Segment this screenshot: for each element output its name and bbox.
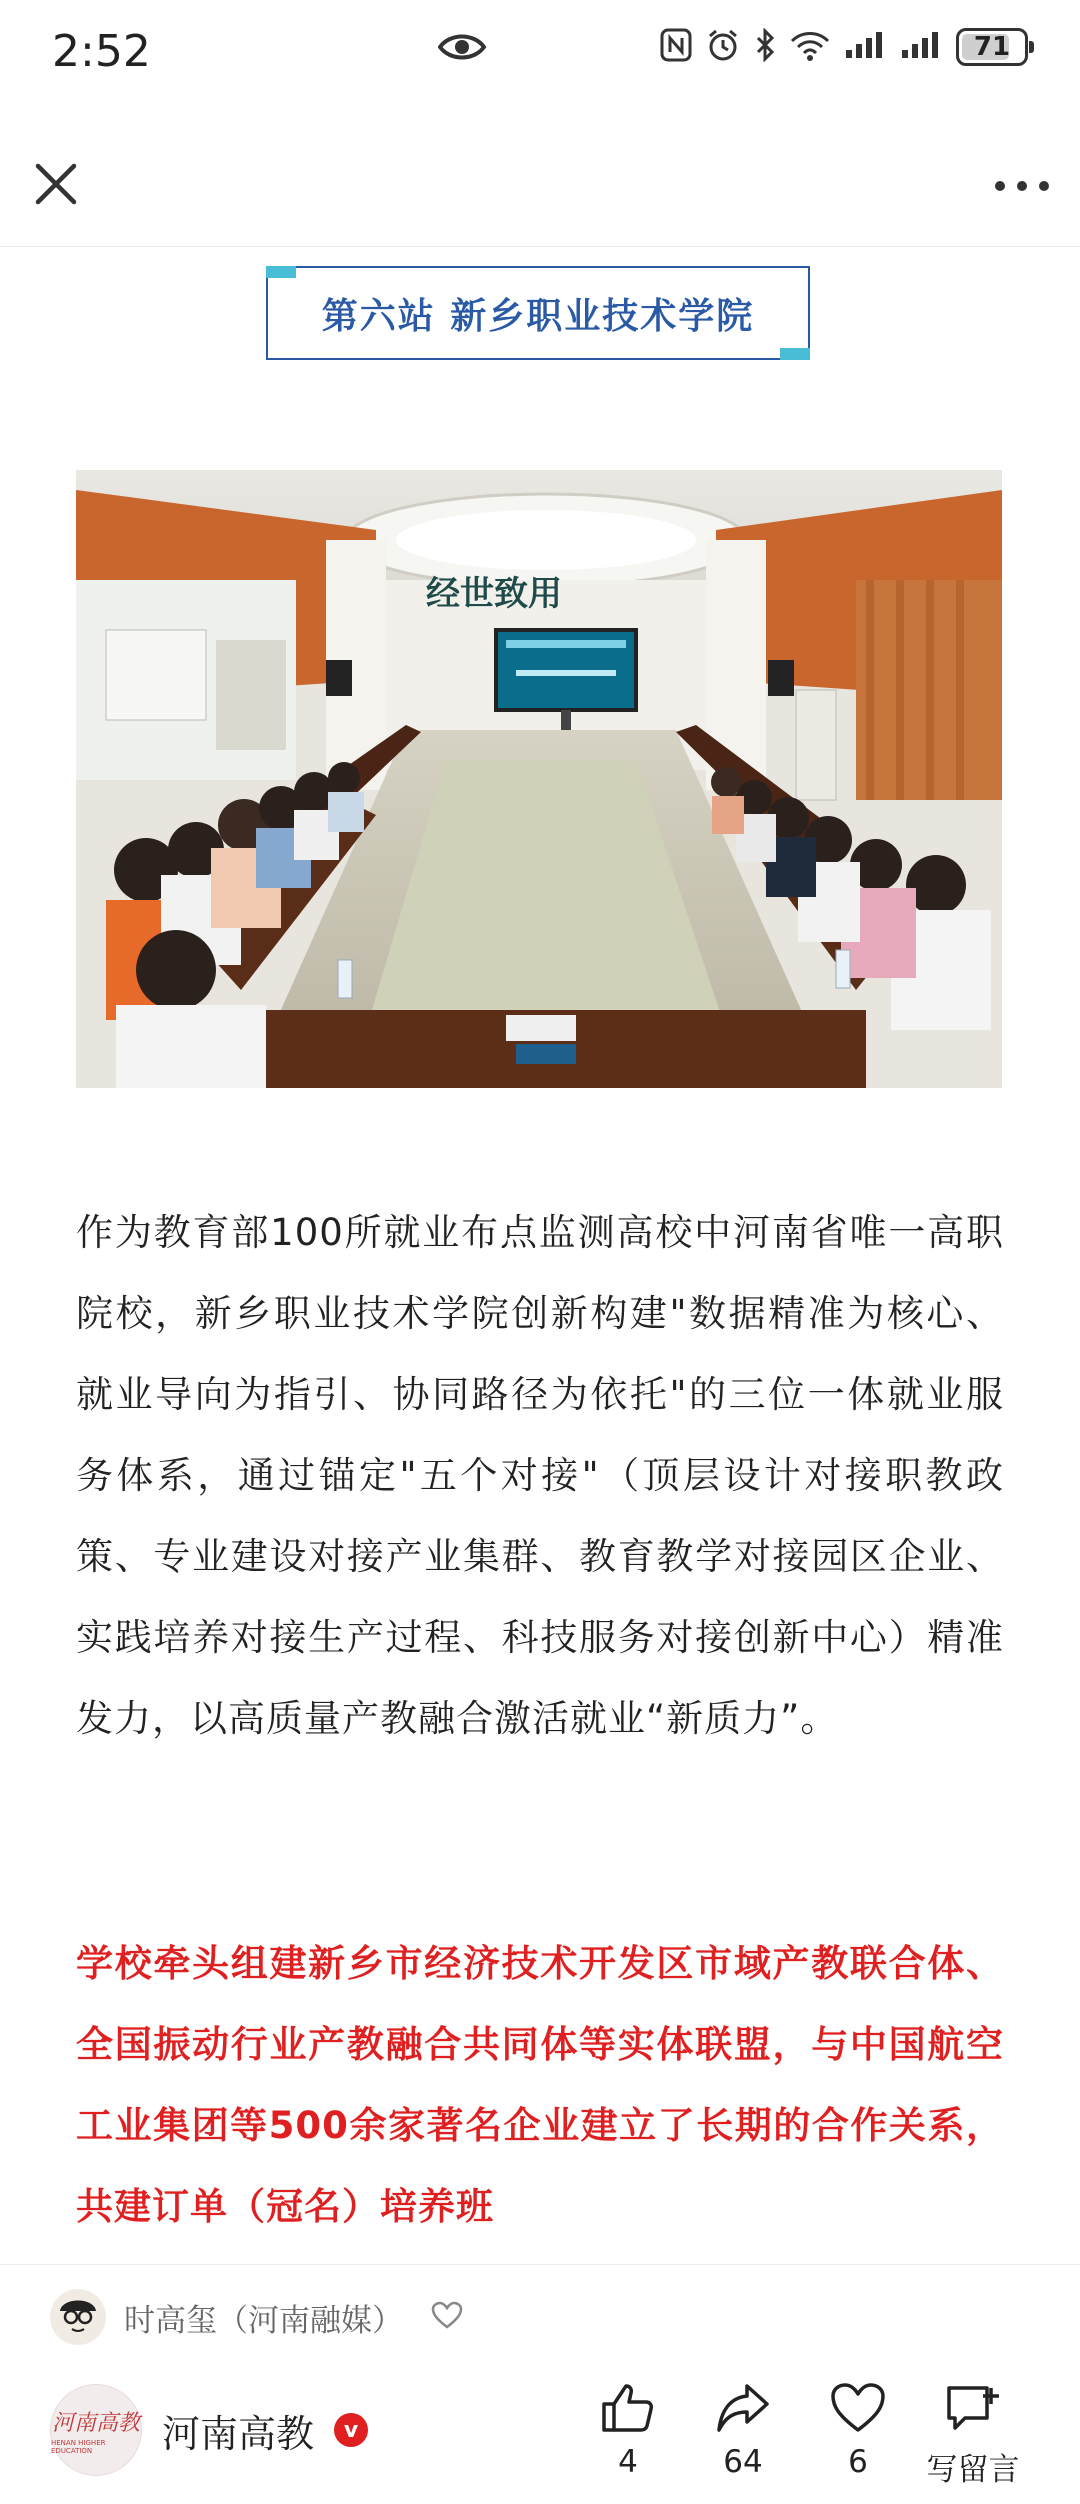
share-icon	[715, 2382, 771, 2434]
status-time: 2:52	[52, 26, 151, 77]
article-paragraph-highlight: 学校牵头组建新乡市经济技术开发区市域产教联合体、全国振动行业产教融合共同体等实体联盟，与中国航空工业集团等500余家著名企业建立了长期的合作关系，共建订单（冠名）培养班	[76, 1942, 1004, 2228]
comment-button[interactable]	[918, 2382, 1028, 2489]
decor-corner	[266, 266, 296, 278]
like-button[interactable]	[573, 2382, 683, 2480]
account-row[interactable]	[50, 2378, 368, 2482]
account-logo-subtext: HENAN HIGHER EDUCATION	[51, 2438, 106, 2455]
account-logo-text: 河南高教	[51, 2410, 140, 2436]
section-title-box	[266, 266, 810, 360]
section-title: 第六站 新乡职业技术学院	[321, 295, 755, 337]
share-button[interactable]	[688, 2382, 798, 2480]
decor-corner	[780, 348, 810, 360]
battery-level: 71	[973, 32, 1011, 62]
heart-outline-icon[interactable]	[431, 2301, 463, 2333]
wall-calligraphy: 经世致用	[426, 574, 562, 614]
close-icon[interactable]	[28, 156, 84, 212]
signal-icon	[844, 30, 886, 64]
account-name[interactable]: 河南高教	[162, 2411, 315, 2456]
nfc-icon	[660, 28, 692, 66]
share-count: 64	[723, 2444, 763, 2480]
status-bar	[0, 0, 1080, 110]
divider	[0, 2264, 1080, 2265]
bluetooth-icon	[754, 28, 776, 66]
author-avatar[interactable]	[50, 2289, 106, 2345]
alarm-icon	[706, 28, 740, 66]
top-nav-bar	[0, 130, 1080, 247]
account-logo[interactable]	[50, 2384, 142, 2476]
article-photo[interactable]	[76, 470, 1002, 1088]
favorite-button[interactable]	[803, 2382, 913, 2480]
author-row[interactable]	[50, 2282, 463, 2352]
eye-icon	[438, 30, 486, 68]
more-icon[interactable]	[990, 174, 1054, 198]
author-name: 时高玺（河南融媒）	[124, 2302, 403, 2339]
battery-indicator	[956, 28, 1028, 66]
thumbs-up-icon	[600, 2382, 656, 2434]
comment-add-icon	[945, 2382, 1001, 2434]
verified-badge: v	[334, 2413, 368, 2447]
favorite-count: 6	[848, 2444, 868, 2480]
heart-icon	[830, 2382, 886, 2434]
signal-icon	[900, 30, 942, 64]
like-count: 4	[618, 2444, 638, 2480]
wifi-icon	[790, 29, 830, 65]
article-paragraph: 作为教育部100所就业布点监测高校中河南省唯一高职院校，新乡职业技术学院创新构建"数据精准为核心、就业导向为指引、协同路径为依托"的三位一体就业服务体系，通过锚定"五个对接"（顶层设计对接职教政策、专业建设对接产业集群、教育教学对接园区企业、实践培养对接生产过程、科技服务对接创新中心）精准发力，以高质量产教融合激活就业“新质力”。	[76, 1211, 1004, 1740]
comment-label: 写留言	[926, 2452, 1020, 2488]
